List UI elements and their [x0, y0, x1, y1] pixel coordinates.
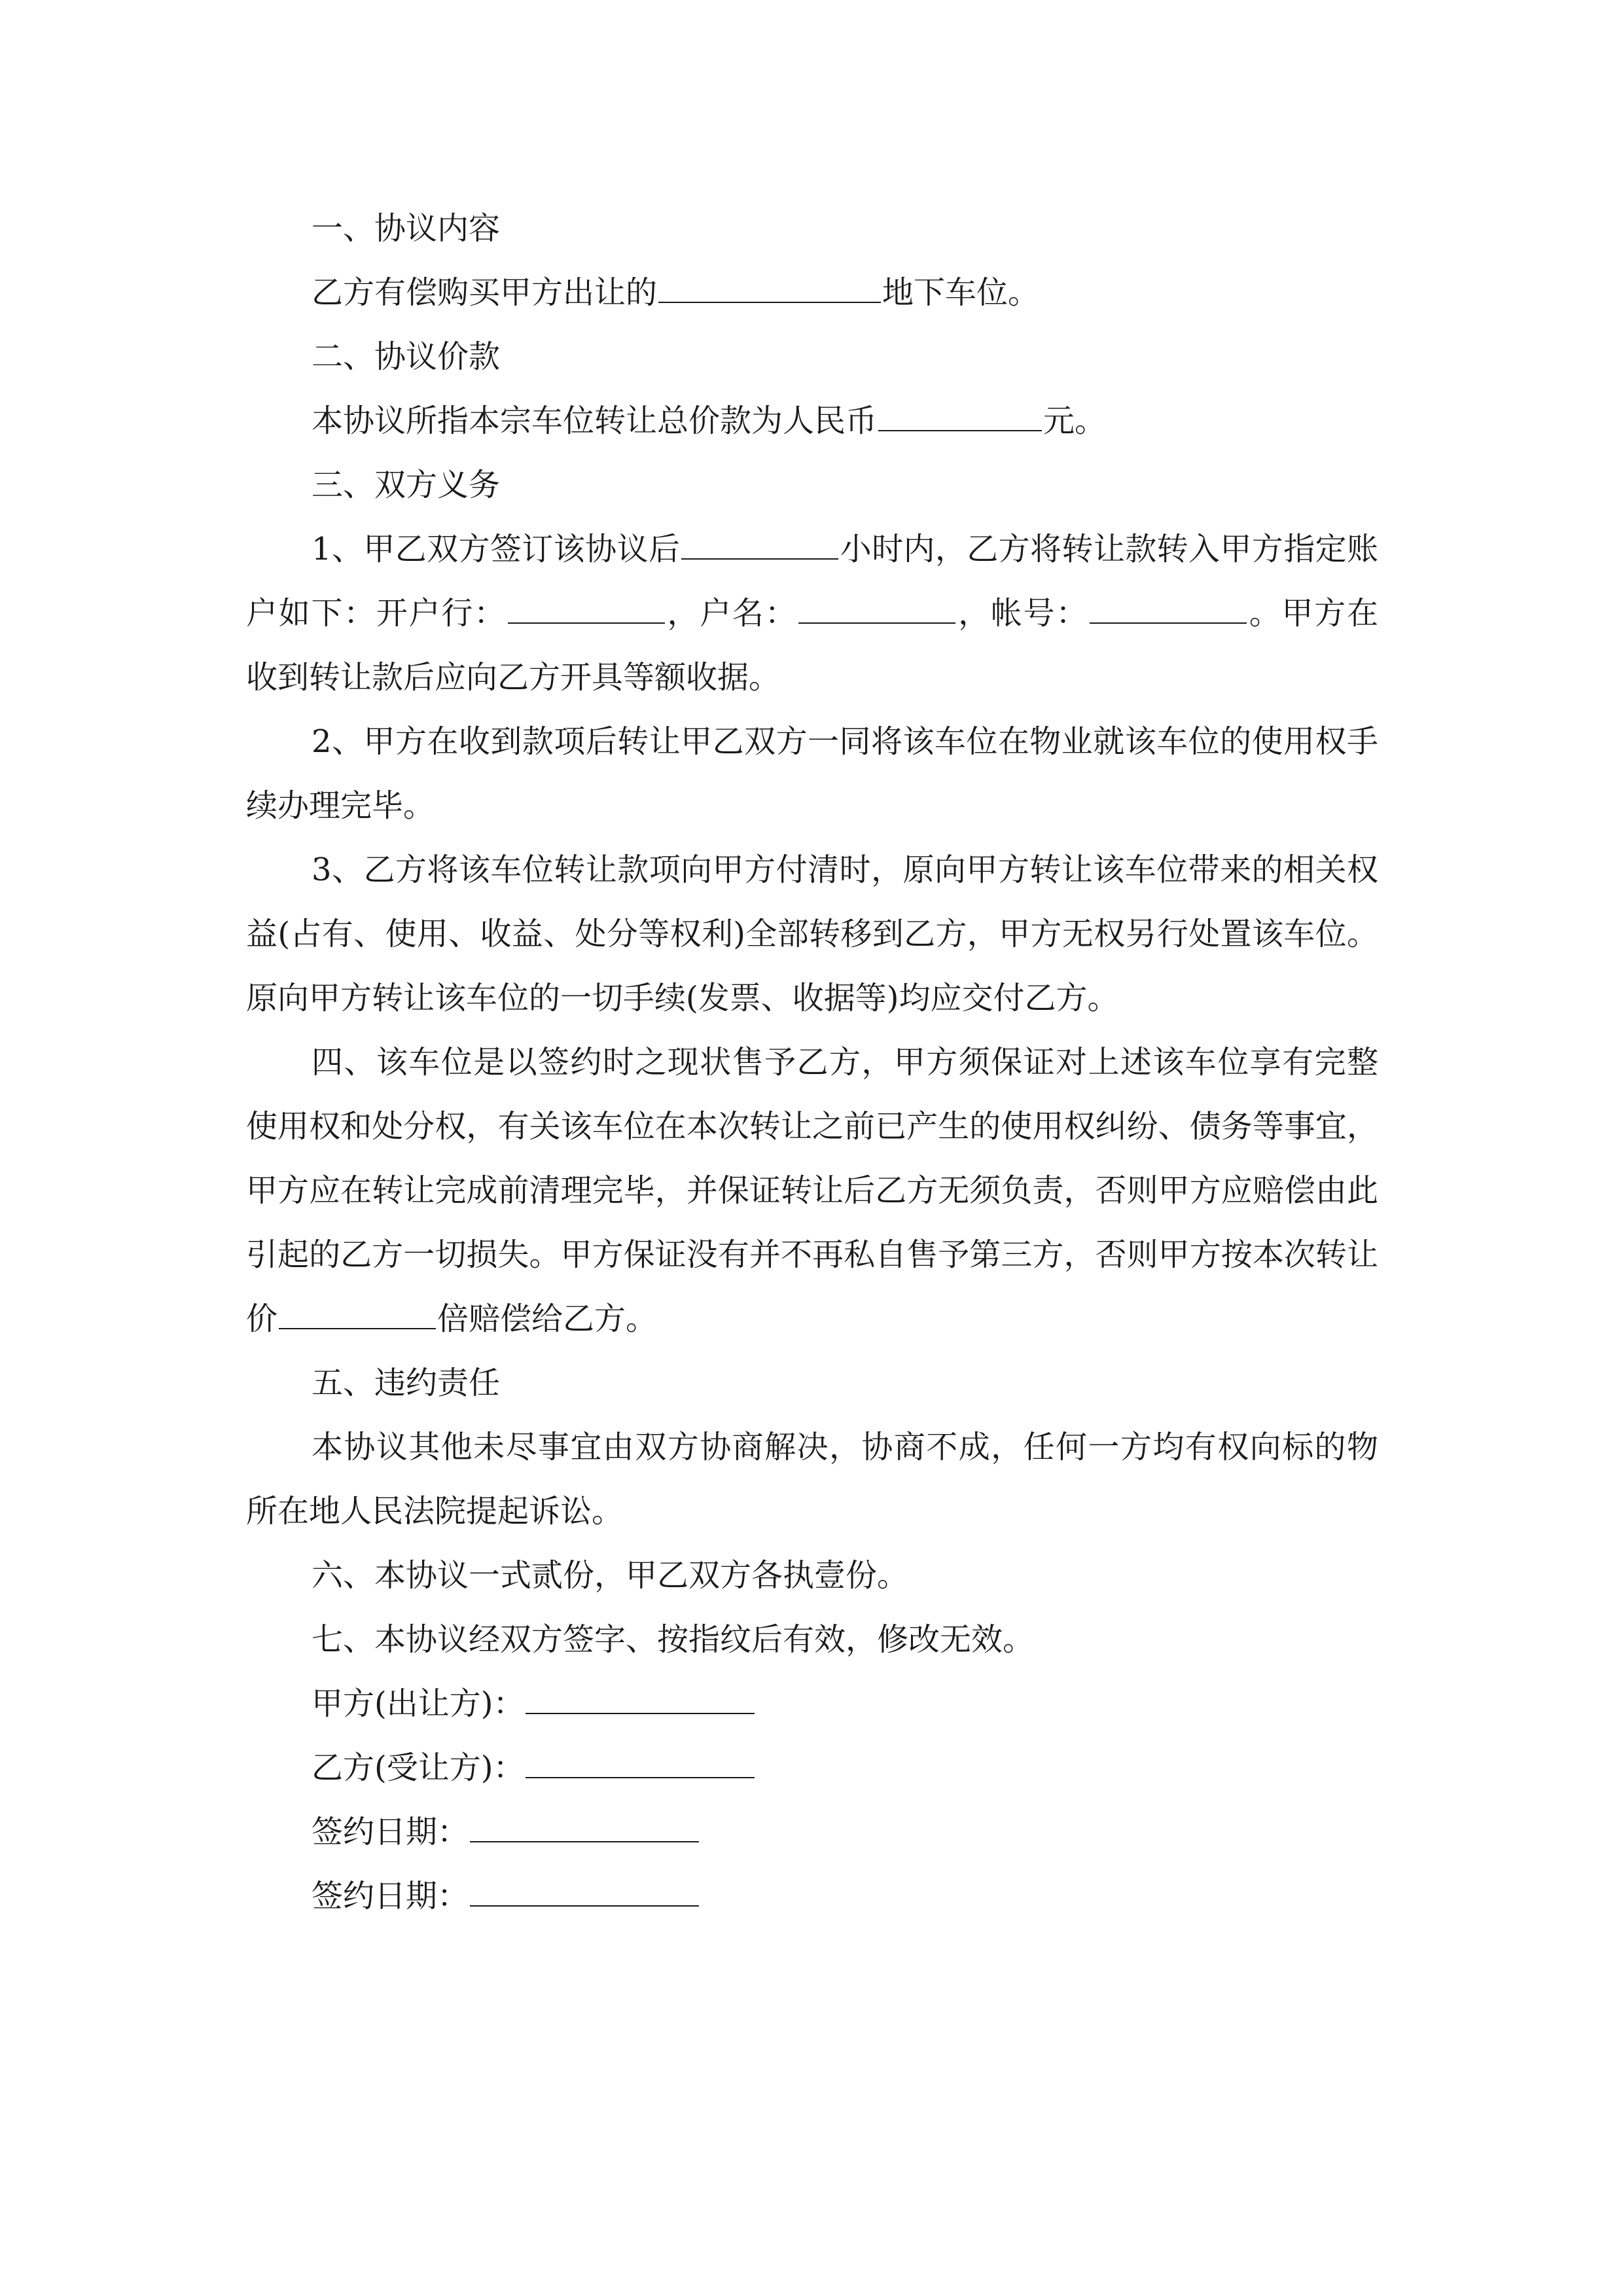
- party-b-signature-blank[interactable]: [526, 1748, 755, 1778]
- section-1-body-post: 地下车位。: [882, 274, 1040, 311]
- item-1-part-b: 小时内，乙方将转让款转入甲方指定账户如下：开户行：: [246, 531, 1378, 632]
- account-name-blank[interactable]: [798, 594, 955, 624]
- date-2-label: 签约日期：: [312, 1878, 469, 1914]
- section-1-title: 一、协议内容: [312, 210, 501, 247]
- section-2-body-pre: 本协议所指本宗车位转让总价款为人民币: [312, 403, 878, 439]
- account-number-blank[interactable]: [1090, 594, 1247, 624]
- section-5-title: 五、违约责任: [312, 1365, 501, 1401]
- party-b-label: 乙方(受让方)：: [312, 1749, 525, 1786]
- parking-space-blank[interactable]: [658, 273, 881, 303]
- signing-date-1: [246, 1800, 1378, 1864]
- date-1-label: 签约日期：: [312, 1814, 469, 1850]
- section-6: 六、本协议一式贰份，甲乙双方各执壹份。: [312, 1557, 909, 1594]
- section-2-body-post: 元。: [1043, 403, 1107, 439]
- signing-date-2: [246, 1864, 1378, 1928]
- price-blank[interactable]: [878, 401, 1042, 431]
- signature-party-a: [246, 1672, 1378, 1736]
- section-3-item-3: 3、乙方将该车位转让款项向甲方付清时，原向甲方转让该车位带来的相关权益(占有、使用、收益、处分等权利)全部转移到乙方，甲方无权另行处置该车位。原向甲方转让该车位的一切手续(发票、收据等)均应交付乙方。: [246, 852, 1378, 1016]
- section-5-body: 本协议其他未尽事宜由双方协商解决，协商不成，任何一方均有权向标的物所在地人民法院提起诉讼。: [246, 1429, 1378, 1530]
- section-4-pre: 四、该车位是以签约时之现状售予乙方，甲方须保证对上述该车位享有完整使用权和处分权，有关该车位在本次转让之前已产生的使用权纠纷、债务等事宜，甲方应在转让完成前清理完毕，并保证转让后乙方无须负责，否则甲方应赔偿由此引起的乙方一切损失。甲方保证没有并不再私自售予第三方，否则甲方按本次转让价: [246, 1044, 1378, 1337]
- item-1-part-d: ，帐号：: [957, 595, 1089, 632]
- hours-blank[interactable]: [681, 529, 838, 560]
- item-1-part-e: 。甲方在收到转让款后应向乙方开具等额收据。: [246, 595, 1378, 696]
- party-a-label: 甲方(出让方)：: [312, 1685, 525, 1722]
- party-a-signature-blank[interactable]: [526, 1684, 755, 1714]
- item-1-part-a: 1、甲乙双方签订该协议后: [312, 531, 681, 567]
- section-3-item-1: [246, 517, 1378, 709]
- section-4-post: 倍赔偿给乙方。: [437, 1300, 658, 1337]
- section-7: 七、本协议经双方签字、按指纹后有效，修改无效。: [312, 1621, 1035, 1658]
- section-3-item-2: 2、甲方在收到款项后转让甲乙双方一同将该车位在物业就该车位的使用权手续办理完毕。: [246, 723, 1378, 824]
- section-2-body: [246, 389, 1378, 453]
- agreement-document: [246, 196, 1378, 1928]
- multiplier-blank[interactable]: [279, 1299, 436, 1329]
- section-1-body: [246, 260, 1378, 325]
- section-4: [246, 1030, 1378, 1351]
- date-1-blank[interactable]: [470, 1812, 699, 1842]
- section-1-body-pre: 乙方有偿购买甲方出让的: [312, 274, 658, 311]
- item-1-part-c: ，户名：: [666, 595, 798, 632]
- date-2-blank[interactable]: [470, 1876, 699, 1907]
- section-3-title: 三、双方义务: [312, 467, 501, 503]
- bank-blank[interactable]: [508, 594, 665, 624]
- signature-party-b: [246, 1736, 1378, 1800]
- section-2-title: 二、协议价款: [312, 338, 501, 375]
